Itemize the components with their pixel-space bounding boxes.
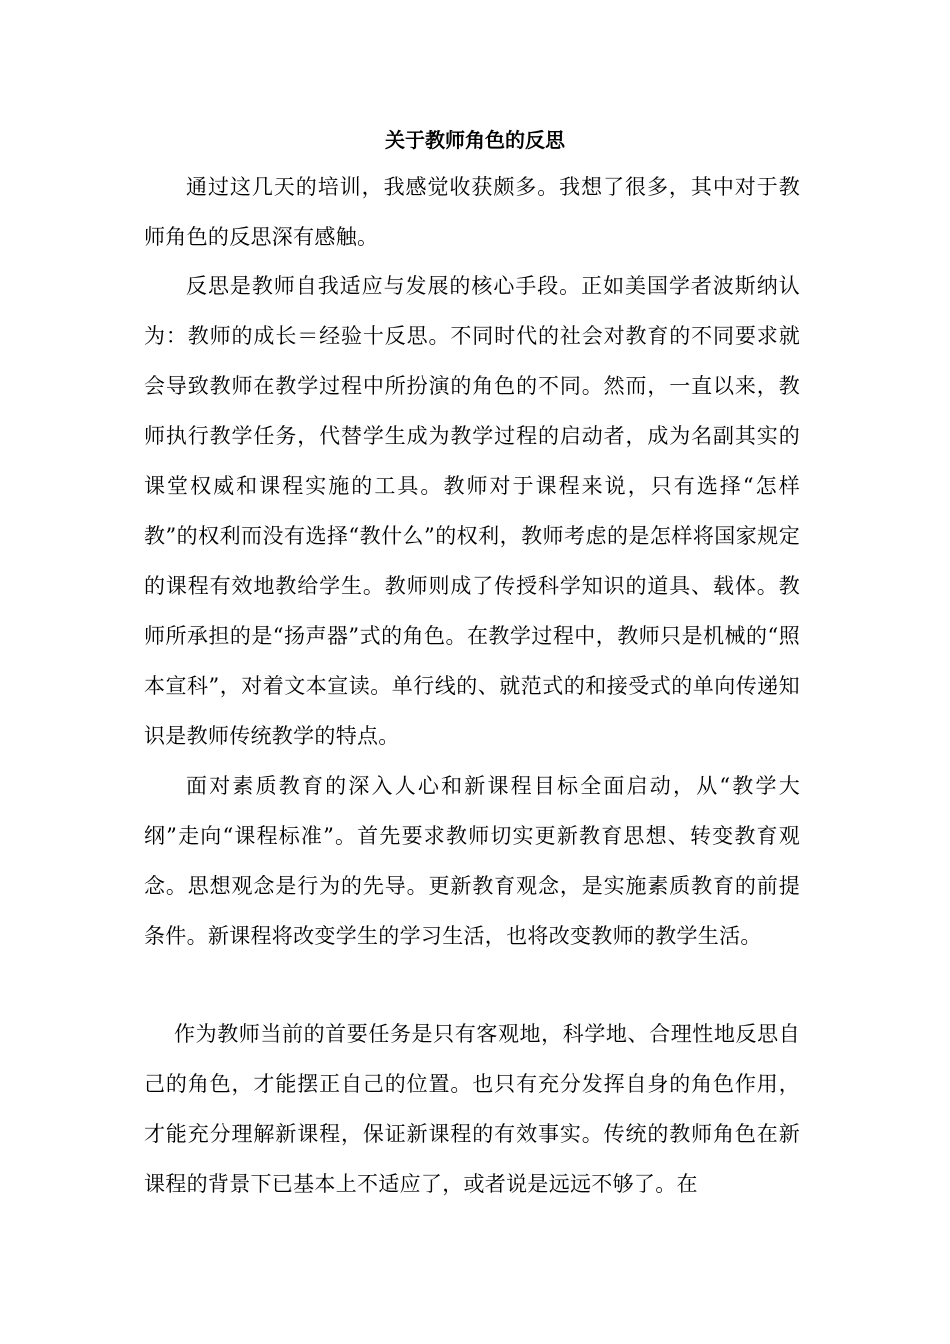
document-title: 关于教师角色的反思 xyxy=(385,128,565,152)
paragraph-4: 作为教师当前的首要任务是只有客观地，科学地、合理性地反思自己的角色，才能摆正自己的位置。也只有充分发挥自身的角色作用，才能充分理解新课程，保证新课程的有效事实。传统的教师角色在新课程的背景下已基本上不适应了，或者说是远远不够了。在 xyxy=(144,1022,800,1196)
paragraph-2: 反思是教师自我适应与发展的核心手段。正如美国学者波斯纳认为：教师的成长＝经验十反思。不同时代的社会对教育的不同要求就会导致教师在教学过程中所扮演的角色的不同。然而，一直以来，教师执行教学任务，代替学生成为教学过程的启动者，成为名副其实的课堂权威和课程实施的工具。教师对于课程来说，只有选择“怎样教”的权利而没有选择“教什么”的权利，教师考虑的是怎样将国家规定的课程有效地教给学生。教师则成了传授科学知识的道具、载体。教师所承担的是“扬声器”式的角色。在教学过程中，教师只是机械的“照本宣科”，对着文本宣读。单行线的、就范式的和接受式的单向传递知识是教师传统教学的特点。 xyxy=(144,274,800,748)
paragraph-1: 通过这几天的培训，我感觉收获颇多。我想了很多，其中对于教师角色的反思深有感触。 xyxy=(144,175,800,249)
paragraph-3: 面对素质教育的深入人心和新课程目标全面启动，从“教学大纲”走向“课程标准”。首先要求教师切实更新教育思想、转变教育观念。思想观念是行为的先导。更新教育观念，是实施素质教育的前提条件。新课程将改变学生的学习生活，也将改变教师的教学生活。 xyxy=(144,774,800,948)
